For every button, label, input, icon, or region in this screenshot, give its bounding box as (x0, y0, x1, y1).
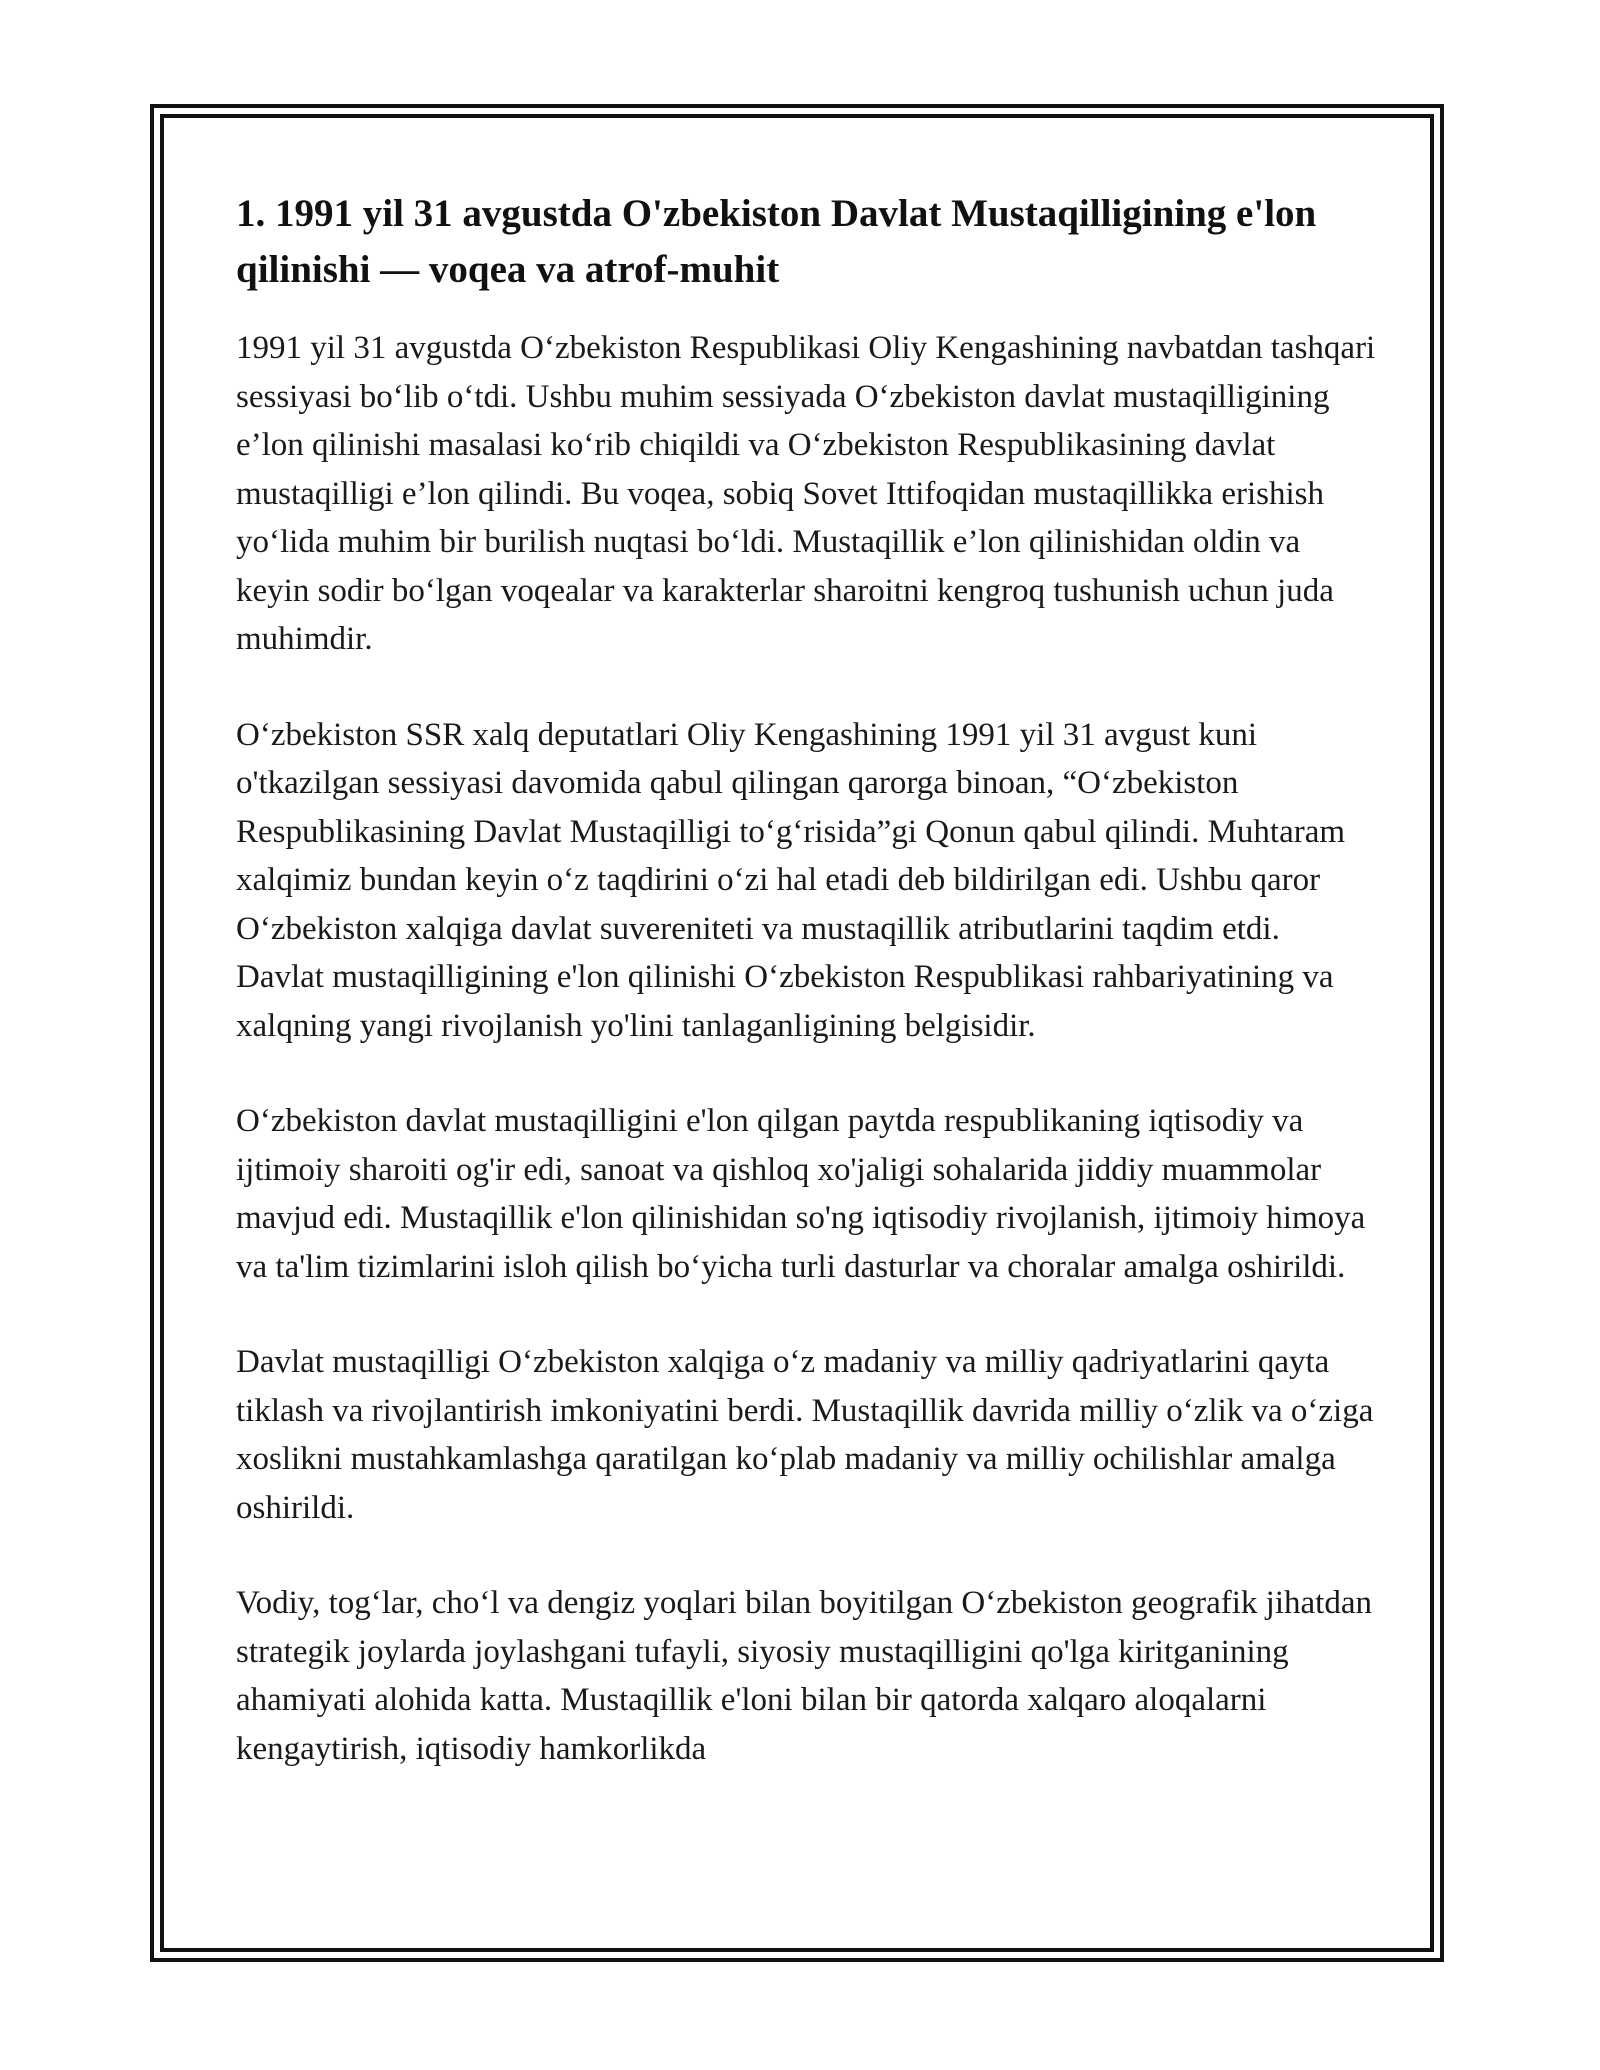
paragraph-1: 1991 yil 31 avgustda O‘zbekiston Respublikasi Oliy Kengashining navbatdan tashqari sessiyasi bo‘lib o‘tdi. Ushbu muhim sessiyada O‘zbekiston davlat mustaqilligining e’lon qilinishi masalasi ko‘rib chiqildi va O‘zbekiston Respublikasining davlat mustaqilligi e’lon qilindi. Bu voqea, sobiq Sovet Ittifoqidan mustaqillikka erishish yo‘lida muhim bir burilish nuqtasi bo‘ldi. Mustaqillik e’lon qilinishidan oldin va keyin sodir bo‘lgan voqealar va karakterlar sharoitni kengroq tushunish uchun juda muhimdir. (236, 330, 1376, 657)
section-heading: 1. 1991 yil 31 avgustda O'zbekiston Davlat Mustaqilligining e'lon qilinishi — voqea va atrof-muhit (236, 192, 1317, 291)
document-body (236, 186, 1376, 1820)
paragraph-5: Vodiy, tog‘lar, cho‘l va dengiz yoqlari bilan boyitilgan O‘zbekiston geografik jihatdan strategik joylarda joylashgani tufayli, siyosiy mustaqilligini qo'lga kiritganining ahamiyati alohida katta. Mustaqillik e'loni bilan bir qatorda xalqaro aloqalarni kengaytirish, iqtisodiy hamkorlikda (236, 1585, 1372, 1767)
paragraph-4: Davlat mustaqilligi O‘zbekiston xalqiga o‘z madaniy va milliy qadriyatlarini qayta tiklash va rivojlantirish imkoniyatini berdi. Mustaqillik davrida milliy o‘zlik va o‘ziga xoslikni mustahkamlashga qaratilgan ko‘plab madaniy va milliy ochilishlar amalga oshirildi. (236, 1344, 1374, 1526)
paragraph-3: O‘zbekiston davlat mustaqilligini e'lon qilgan paytda respublikaning iqtisodiy va ijtimoiy sharoiti og'ir edi, sanoat va qishloq xo'jaligi sohalarida jiddiy muammolar mavjud edi. Mustaqillik e'lon qilinishidan so'ng iqtisodiy rivojlanish, ijtimoiy himoya va ta'lim tizimlarini isloh qilish bo‘yicha turli dasturlar va choralar amalga oshirildi. (236, 1103, 1366, 1285)
paragraph-2: O‘zbekiston SSR xalq deputatlari Oliy Kengashining 1991 yil 31 avgust kuni o'tkazilgan sessiyasi davomida qabul qilingan qarorga binoan, “O‘zbekiston Respublikasining Davlat Mustaqilligi to‘g‘risida”gi Qonun qabul qilindi. Muhtaram xalqimiz bundan keyin o‘z taqdirini o‘zi hal etadi deb bildirilgan edi. Ushbu qaror O‘zbekiston xalqiga davlat suvereniteti va mustaqillik atributlarini taqdim etdi. Davlat mustaqilligining e'lon qilinishi O‘zbekiston Respublikasi rahbariyatining va xalqning yangi rivojlanish yo'lini tanlaganligining belgisidir. (236, 716, 1346, 1044)
